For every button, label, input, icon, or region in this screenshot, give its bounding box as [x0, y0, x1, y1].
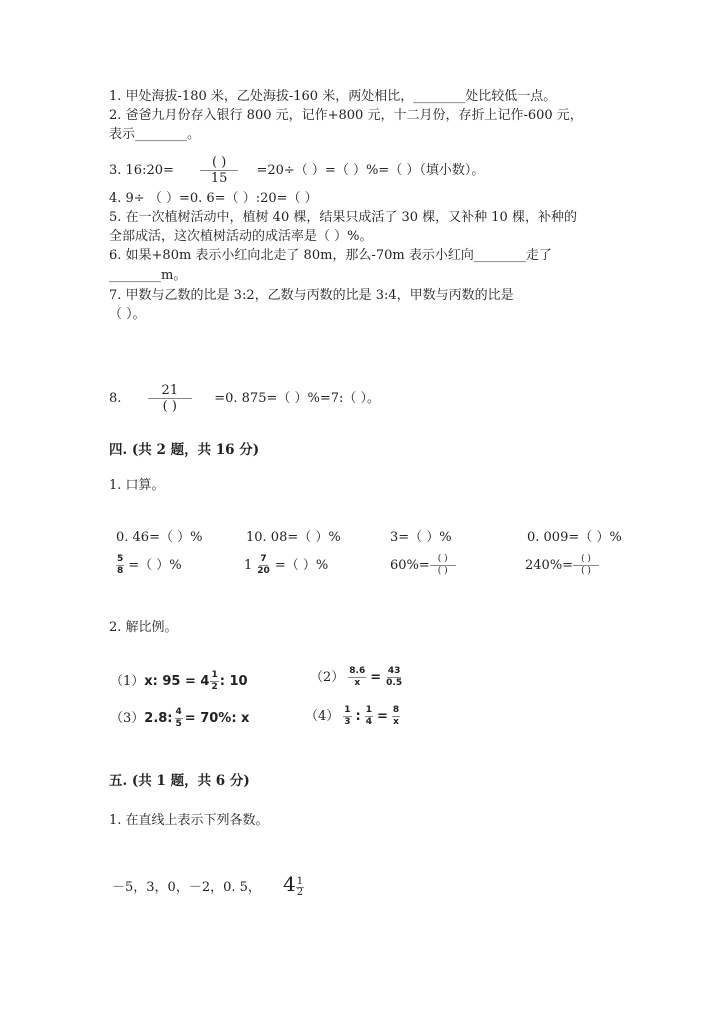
denominator: 2 [211, 682, 218, 692]
numerator: 5 [117, 554, 124, 564]
numerator: 7 [260, 554, 267, 564]
denominator: ( ) [437, 566, 448, 576]
calc-item: 0. 009=（ ）% [527, 530, 622, 545]
question-2-line-2: 表示________。 [109, 127, 201, 142]
numerator: 43 [387, 666, 401, 676]
question-6-line-1: 6. 如果+80m 表示小红向北走了 80m，那么-70m 表示小红向________走了 [109, 248, 552, 263]
calc-item [390, 554, 456, 577]
question-8 [109, 383, 380, 414]
calc-item [525, 554, 599, 577]
fraction [365, 705, 373, 728]
question-5-line-1: 5. 在一次植树活动中，植树 40 棵，结果只成活了 30 棵，又补种 10 棵，补种的 [109, 210, 577, 225]
section-4-sub-2: 2. 解比例。 [109, 620, 178, 635]
numerator: ( ) [200, 155, 238, 171]
expr: : 10 [219, 674, 248, 689]
question-7-line-1: 7. 甲数与乙数的比是 3:2，乙数与丙数的比是 3:4，甲数与丙数的比是 [109, 288, 514, 303]
numerator: 1 [344, 705, 351, 715]
proportion-1 [110, 670, 248, 693]
fraction [385, 666, 403, 689]
equals: = [377, 709, 388, 724]
section-4-sub-1: 1. 口算。 [109, 478, 165, 493]
calc-text: 240%= [525, 558, 574, 573]
question-3 [109, 155, 484, 186]
label: （1） [110, 674, 145, 689]
numerator: 8 [392, 705, 400, 715]
numerator: 4 [175, 707, 182, 717]
numerator: 1 [296, 876, 304, 887]
denominator: 20 [257, 566, 270, 576]
whole: 1 [244, 558, 253, 573]
expr: = 70%: x [184, 711, 250, 726]
colon: : [355, 709, 361, 724]
numerator: 1 [211, 670, 218, 680]
expr: 2.8: [144, 711, 173, 726]
section-5-title: 五. (共 1 题，共 6 分) [109, 773, 250, 789]
fraction [256, 554, 271, 577]
equals: = [370, 670, 382, 685]
expr: x: 95 = 4 [144, 674, 210, 689]
denominator: x [393, 717, 399, 727]
denominator: ( ) [581, 566, 591, 576]
denominator: ( ) [162, 399, 177, 414]
denominator: 8 [117, 566, 124, 576]
label: （2） [310, 670, 345, 685]
fraction [348, 666, 366, 689]
fraction [210, 670, 218, 693]
q8-prefix: 8. [109, 391, 122, 406]
question-4: 4. 9÷ （ ）=0. 6=（ ）:20=（ ） [109, 191, 318, 206]
label: （4） [305, 709, 340, 724]
question-1: 1. 甲处海拔-180 米，乙处海拔-160 米，两处相比，________处比较低一点。 [109, 89, 557, 104]
question-5-line-2: 全部成活，这次植树活动的成活率是（ ）%。 [109, 229, 373, 244]
numerator: 8.6 [349, 666, 366, 676]
proportion-4 [305, 705, 404, 728]
denominator: 4 [365, 717, 373, 727]
fraction [296, 877, 304, 898]
fraction [573, 554, 599, 577]
denominator: 15 [210, 171, 228, 186]
q8-fraction [148, 383, 193, 414]
proportion-2 [310, 666, 407, 689]
calc-item: 10. 08=（ ）% [246, 530, 341, 545]
numerator: ( ) [430, 554, 456, 566]
q8-suffix: =0. 875=（ ）%=7:（ ）。 [214, 391, 381, 406]
numbers-list [112, 872, 304, 898]
label: （3） [110, 711, 145, 726]
section-4-title: 四. (共 2 题，共 16 分) [109, 442, 260, 458]
denominator: 0.5 [386, 678, 403, 688]
fraction [175, 707, 183, 730]
calc-item: 0. 46=（ ）% [116, 530, 203, 545]
q3-prefix: 3. 16:20= [109, 163, 174, 178]
calc-text: =（ ）% [128, 558, 182, 573]
denominator: 2 [296, 887, 304, 898]
calc-item: 3=（ ）% [390, 530, 452, 545]
calc-item [112, 554, 182, 577]
proportion-3 [110, 707, 249, 730]
question-2-line-1: 2. 爸爸九月份存入银行 800 元，记作+800 元，十二月份，存折上记作-600 元， [109, 108, 583, 123]
fraction [430, 554, 456, 577]
numbers-text: －5，3，0，－2，0. 5， [112, 880, 261, 895]
denominator: x [354, 678, 361, 688]
numerator: ( ) [573, 554, 599, 566]
calc-item [244, 554, 328, 577]
fraction [343, 705, 351, 728]
q3-fraction [200, 155, 238, 186]
question-7-line-2: （ ）。 [109, 307, 146, 322]
section-5-sub-1: 1. 在直线上表示下列各数。 [109, 813, 269, 828]
q3-suffix: =20÷（ ）=（ ）%=（ ）（填小数）。 [256, 163, 485, 178]
question-6-line-2: ________m。 [109, 268, 187, 283]
fraction [116, 554, 124, 577]
denominator: 3 [344, 717, 351, 727]
numerator: 1 [365, 705, 373, 715]
calc-text: 60%= [390, 558, 430, 573]
mixed-whole: 4 [283, 872, 296, 896]
calc-text: =（ ）% [274, 558, 329, 573]
numerator: 21 [148, 383, 193, 399]
fraction [392, 705, 400, 728]
denominator: 5 [175, 719, 182, 729]
